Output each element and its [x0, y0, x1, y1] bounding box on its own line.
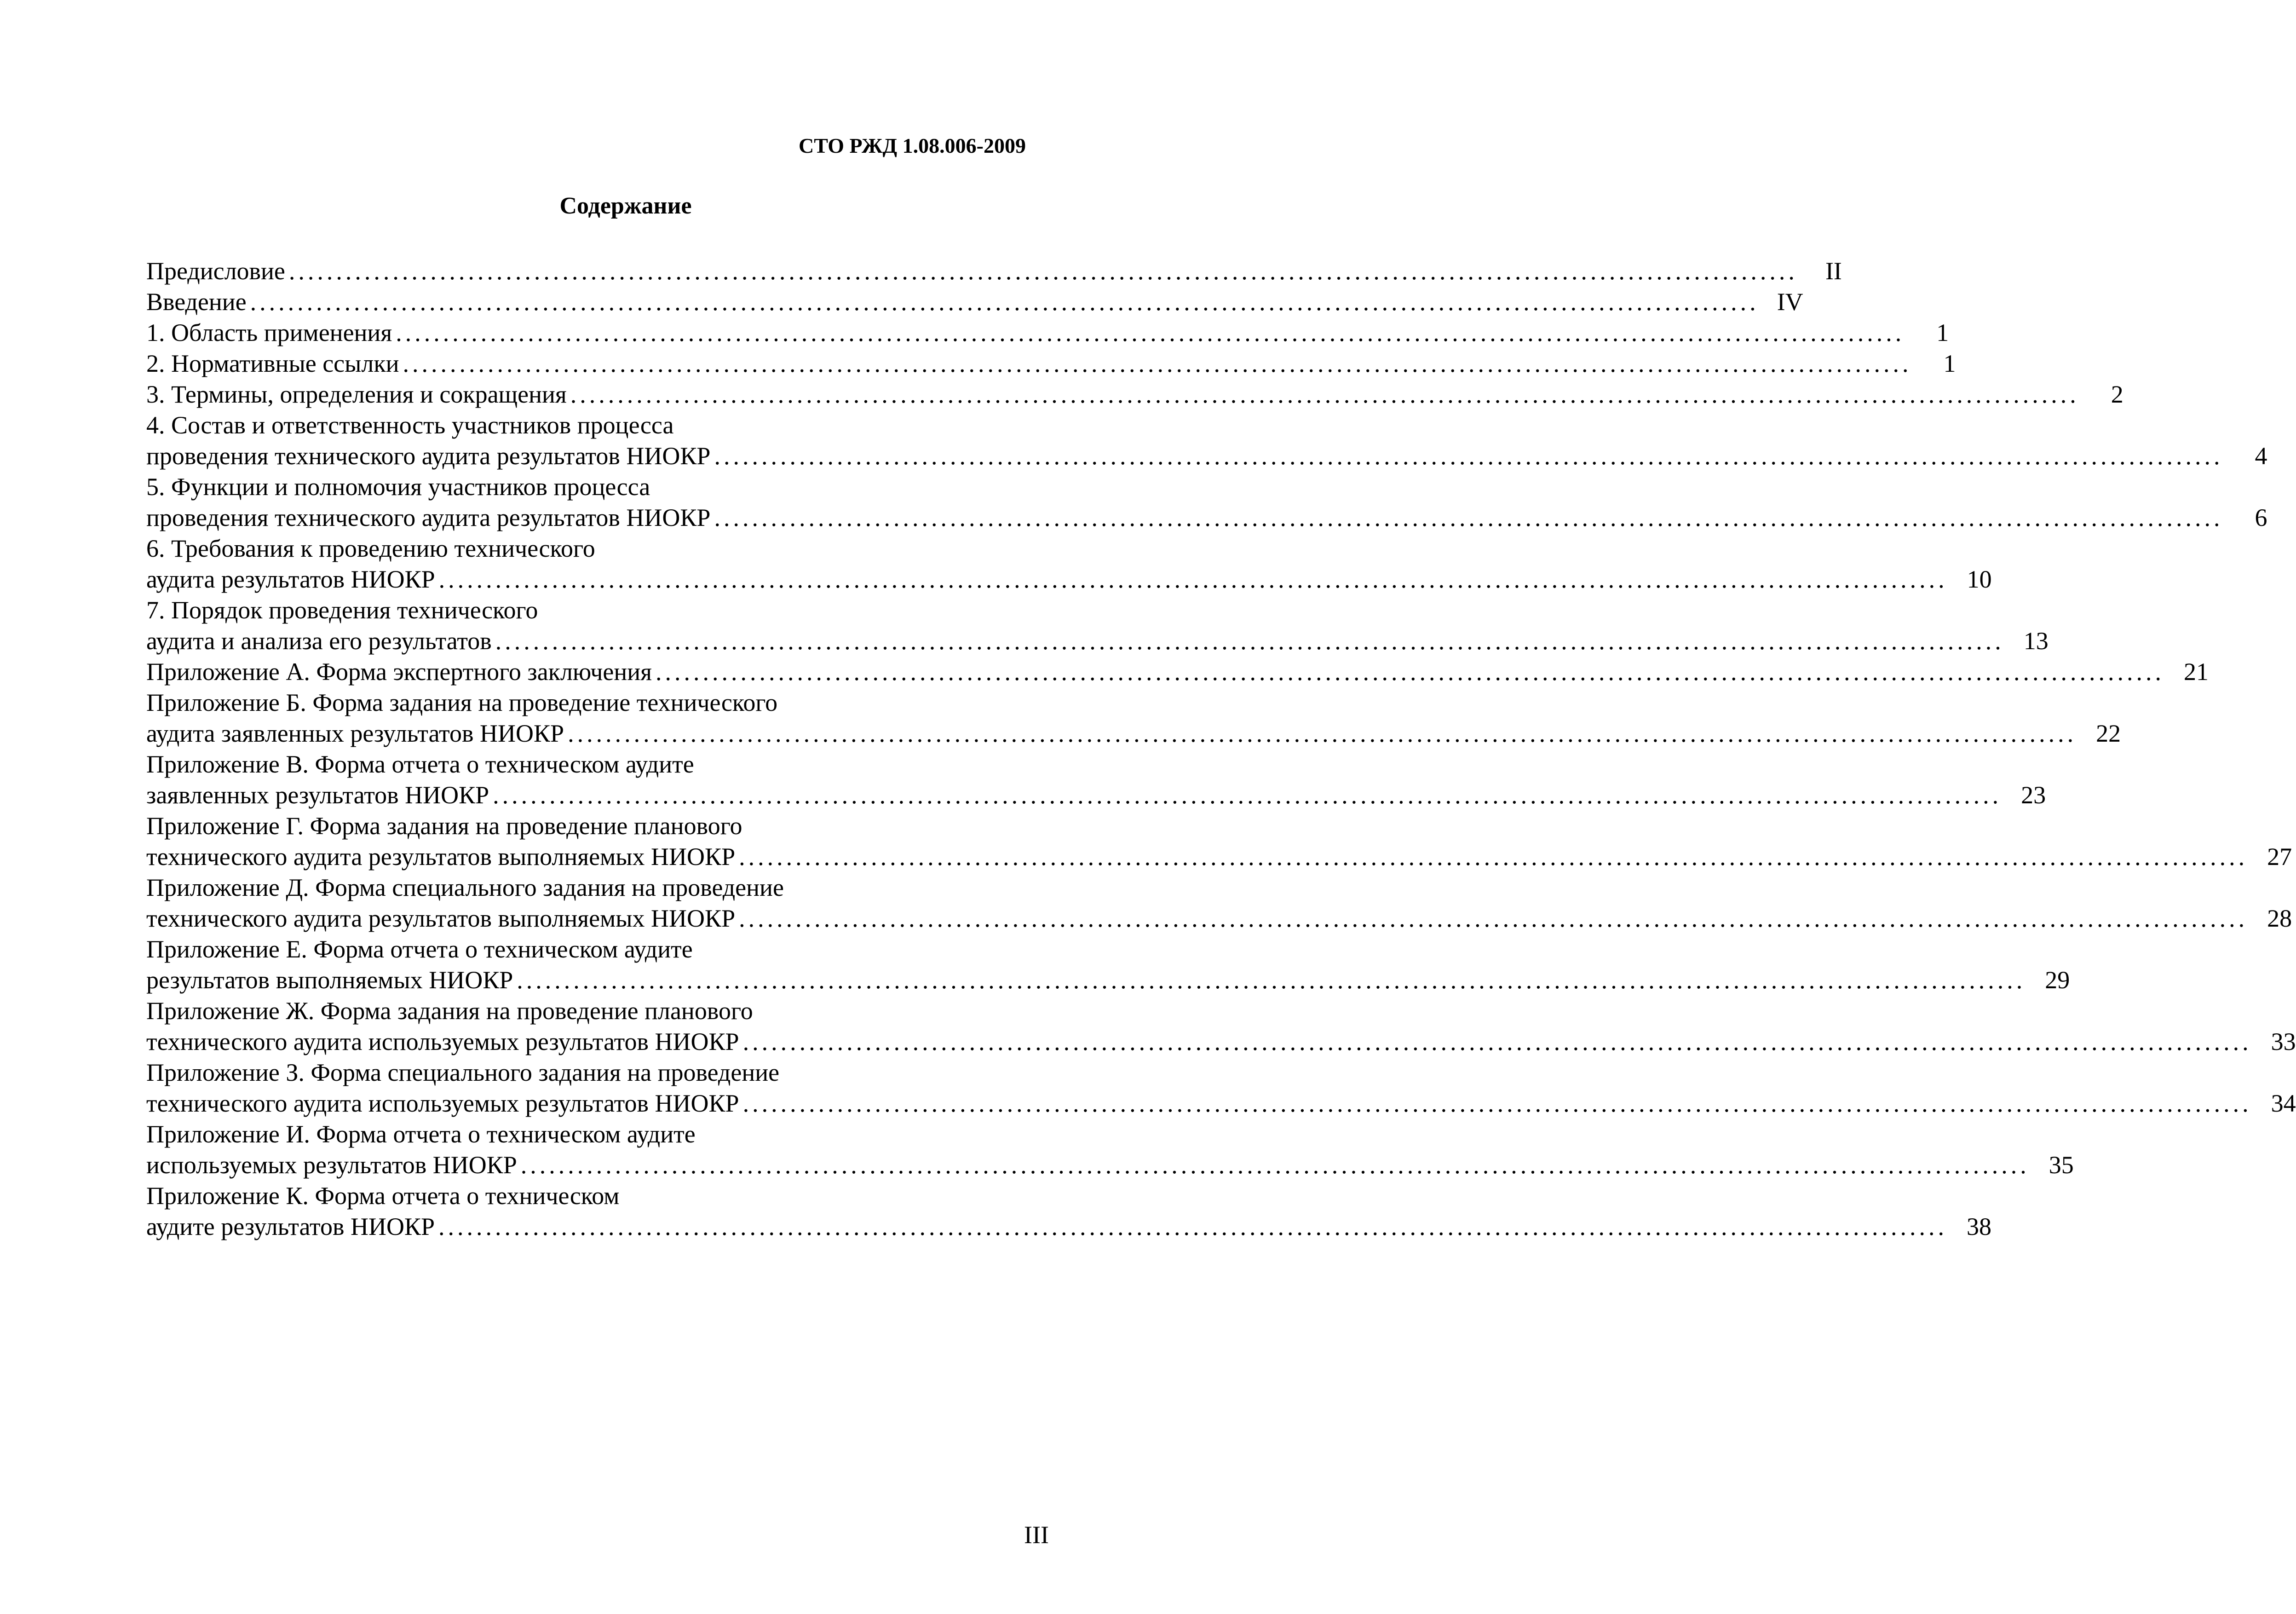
toc-leader-dots: ................................................................................................................................................................	[438, 565, 1948, 593]
toc-entry-text: технического аудита результатов выполняемых НИОКР	[146, 905, 736, 932]
toc-entry-text: Приложение И. Форма отчета о техническом аудите	[146, 1120, 696, 1148]
toc-leader-dots: ................................................................................................................................................................	[520, 1151, 2030, 1179]
toc-entry-text: используемых результатов НИОКР	[146, 1151, 517, 1179]
toc-entry-text: Приложение Б. Форма задания на проведение технического	[146, 689, 778, 716]
toc-page-number: 4	[2255, 442, 2267, 470]
toc-entry[interactable]	[146, 657, 2209, 687]
toc-entry[interactable]	[146, 1057, 2296, 1119]
toc-leader-dots: ................................................................................................................................................................	[288, 257, 1798, 285]
toc-entry-text: 2. Нормативные ссылки	[146, 350, 399, 377]
toc-entry-text: аудита заявленных результатов НИОКР	[146, 720, 564, 747]
toc-entry[interactable]	[146, 256, 1842, 287]
toc-entry-text: аудите результатов НИОКР	[146, 1213, 435, 1240]
toc-leader-dots: ................................................................................................................................................................	[403, 350, 1912, 377]
toc-page-number: 35	[2049, 1151, 2074, 1179]
toc-leader-dots: ................................................................................................................................................................	[714, 442, 2223, 470]
toc-page-number: 1	[1936, 319, 1949, 346]
toc-page-number: 34	[2271, 1089, 2296, 1117]
toc-entry-text: проведения технического аудита результатов НИОКР	[146, 442, 711, 470]
toc-entry[interactable]	[146, 595, 2049, 657]
toc-entry[interactable]	[146, 1119, 2074, 1181]
toc-page-number: 21	[2183, 658, 2209, 686]
toc-entry[interactable]	[146, 1181, 1991, 1242]
toc-entry-text: Приложение Д. Форма специального задания на проведение	[146, 874, 784, 901]
toc-leader-dots: ................................................................................................................................................................	[517, 966, 2026, 994]
toc-entry-text: Предисловие	[146, 257, 285, 285]
toc-entry[interactable]	[146, 287, 1803, 317]
toc-entry[interactable]	[146, 410, 2267, 472]
toc-entry[interactable]	[146, 317, 1949, 348]
toc-page-number: 38	[1967, 1213, 1991, 1240]
toc-entry[interactable]	[146, 379, 2123, 410]
toc-leader-dots: ................................................................................................................................................................	[714, 504, 2223, 531]
toc-entry[interactable]	[146, 687, 2121, 749]
toc-entry[interactable]	[146, 811, 2292, 872]
toc-entry-text: 3. Термины, определения и сокращения	[146, 380, 567, 408]
toc-page-number: 6	[2255, 504, 2267, 531]
toc-page-number: IV	[1777, 288, 1803, 316]
toc-page-number: 29	[2045, 966, 2070, 994]
toc-entry-text: технического аудита результатов выполняемых НИОКР	[146, 843, 736, 870]
toc-leader-dots: ................................................................................................................................................................	[570, 380, 2079, 408]
toc-entry[interactable]	[146, 533, 1992, 595]
toc-page-number: 28	[2267, 905, 2292, 932]
toc-leader-dots: ................................................................................................................................................................	[742, 1089, 2252, 1117]
toc-entry[interactable]	[146, 996, 2296, 1057]
toc-entry-text: Приложение В. Форма отчета о техническом аудите	[146, 750, 694, 778]
toc-entry[interactable]	[146, 472, 2267, 533]
toc-title: Содержание	[559, 193, 692, 219]
toc-entry[interactable]	[146, 749, 2046, 811]
toc-leader-dots: ................................................................................................................................................................	[493, 781, 2002, 809]
toc-leader-dots: ................................................................................................................................................................	[742, 1028, 2252, 1055]
toc-entry[interactable]	[146, 872, 2292, 934]
toc-leader-dots: ................................................................................................................................................................	[438, 1213, 1947, 1240]
toc-entry-text: 7. Порядок проведения технического	[146, 596, 538, 624]
toc-entry-text: проведения технического аудита результатов НИОКР	[146, 504, 711, 531]
toc-entry-text: 4. Состав и ответственность участников процесса	[146, 411, 674, 439]
toc-entry-text: Приложение Е. Форма отчета о техническом аудите	[146, 935, 693, 963]
toc-entry-text: заявленных результатов НИОКР	[146, 781, 489, 809]
toc-entry-text: аудита результатов НИОКР	[146, 565, 435, 593]
toc-entry-text: Приложение К. Форма отчета о техническом	[146, 1182, 620, 1210]
toc-page-number: 22	[2096, 720, 2121, 747]
toc-leader-dots: ................................................................................................................................................................	[655, 658, 2164, 686]
toc-entry-text: 5. Функции и полномочия участников процесса	[146, 473, 650, 501]
toc-page-number: 1	[1943, 350, 1956, 377]
toc-entry-text: Приложение З. Форма специального задания на проведение	[146, 1059, 780, 1086]
toc-page-number: 13	[2023, 627, 2049, 655]
toc-page-number: II	[1825, 257, 1842, 285]
toc-entry-text: Приложение А. Форма экспертного заключения	[146, 658, 652, 686]
toc-leader-dots: ................................................................................................................................................................	[739, 905, 2248, 932]
toc-entry-text: Введение	[146, 288, 247, 316]
toc-leader-dots: ................................................................................................................................................................	[568, 720, 2077, 747]
page-number: III	[1024, 1521, 1049, 1549]
toc-leader-dots: ................................................................................................................................................................	[495, 627, 2004, 655]
toc-entry-text: Приложение Ж. Форма задания на проведение планового	[146, 997, 753, 1025]
table-of-contents	[146, 256, 2296, 1242]
toc-entry-text: Приложение Г. Форма задания на проведение планового	[146, 812, 742, 840]
toc-page-number: 10	[1967, 565, 1992, 593]
toc-leader-dots: ................................................................................................................................................................	[250, 288, 1759, 316]
toc-leader-dots: ................................................................................................................................................................	[396, 319, 1905, 346]
toc-entry-text: 1. Область применения	[146, 319, 392, 346]
toc-page-number: 2	[2111, 380, 2123, 408]
toc-entry[interactable]	[146, 934, 2070, 996]
toc-entry-text: технического аудита используемых результатов НИОКР	[146, 1028, 739, 1055]
toc-entry-text: 6. Требования к проведению технического	[146, 535, 595, 562]
toc-entry-text: результатов выполняемых НИОКР	[146, 966, 513, 994]
toc-page-number: 23	[2021, 781, 2046, 809]
toc-page-number: 27	[2267, 843, 2292, 870]
toc-entry[interactable]	[146, 348, 1956, 379]
toc-leader-dots: ................................................................................................................................................................	[739, 843, 2248, 870]
toc-page-number: 33	[2271, 1028, 2296, 1055]
toc-entry-text: аудита и анализа его результатов	[146, 627, 492, 655]
document-code: СТО РЖД 1.08.006-2009	[798, 134, 1026, 157]
toc-entry-text: технического аудита используемых результатов НИОКР	[146, 1089, 739, 1117]
